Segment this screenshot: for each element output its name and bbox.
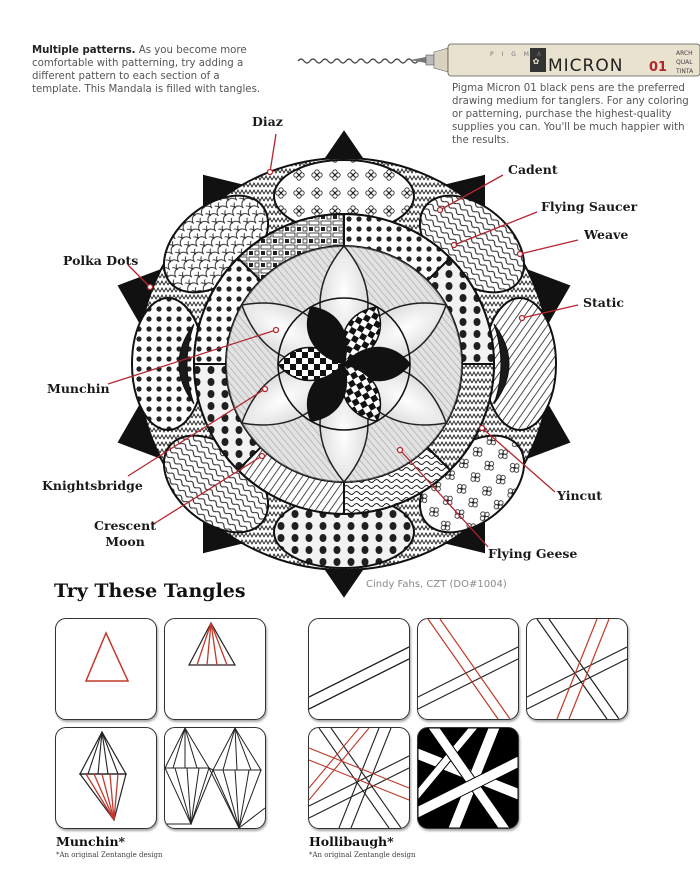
label-cadent: Cadent (508, 162, 558, 177)
label-munchin: Munchin (47, 381, 110, 396)
munchin-step-4-sketch (165, 728, 265, 828)
label-diaz: Diaz (252, 114, 283, 129)
munchin-step-2-sketch (165, 619, 265, 719)
section-title: Try These Tangles (54, 580, 246, 602)
hollibaugh-step-2-sketch (418, 619, 518, 719)
hollibaugh-step-5-tile (417, 727, 519, 829)
munchin-step-2-tile (164, 618, 266, 720)
hollibaugh-step-1-tile (308, 618, 410, 720)
pen-logo-icon: ✿ (532, 57, 540, 66)
munchin-step-1-sketch (56, 619, 156, 719)
hollibaugh-step-3-sketch (527, 619, 627, 719)
munchin-step-4-tile (164, 727, 266, 829)
tangle-name-munchin: Munchin* (56, 834, 126, 849)
tangle-name-hollibaugh: Hollibaugh* (309, 834, 394, 849)
label-weave: Weave (584, 227, 629, 242)
pen-brand-small: P I G M A (490, 51, 544, 58)
pen-size: 01 (649, 60, 668, 75)
hollibaugh-step-2-tile (417, 618, 519, 720)
tangle-note-munchin: *An original Zentangle design (56, 851, 163, 859)
hollibaugh-step-4-tile (308, 727, 410, 829)
intro-heading: Multiple patterns. (32, 45, 136, 56)
artist-credit: Cindy Fahs, CZT (DO#1004) (366, 579, 507, 590)
label-yincut: Yincut (557, 488, 603, 503)
pen-note: Pigma Micron 01 black pens are the preferred drawing medium for tanglers. For any coloring or patterning, purchase the highest-quality supplies you can. You'll be much happier with the results. (452, 83, 689, 146)
intro-body: As you become more comfortable with patterning, try adding a different pattern to each section of a template. This Mandala is filled with tangles. (32, 45, 261, 95)
munchin-step-3-sketch (56, 728, 156, 828)
pen-side-text-1: ARCH (676, 50, 693, 57)
label-crescent-moon-line-2: Moon (105, 534, 145, 549)
munchin-step-1-tile (55, 618, 157, 720)
label-flying-saucer: Flying Saucer (541, 199, 638, 214)
label-static: Static (583, 295, 625, 310)
pen-side-text-2: QUAL (676, 59, 693, 66)
hollibaugh-step-3-tile (526, 618, 628, 720)
tangle-note-hollibaugh: *An original Zentangle design (309, 851, 416, 859)
pen-side-text-3: TINTA (676, 68, 694, 75)
label-crescent-moon (92, 518, 158, 550)
label-flying-geese: Flying Geese (488, 546, 578, 561)
label-knightsbridge: Knightsbridge (42, 478, 143, 493)
label-polka-dots: Polka Dots (63, 253, 139, 268)
pen-squiggle (298, 59, 430, 63)
mandala (119, 132, 569, 596)
hollibaugh-step-1-sketch (309, 619, 409, 719)
hollibaugh-step-4-sketch (309, 728, 409, 828)
label-crescent-moon-line-1: Crescent (94, 518, 156, 533)
hollibaugh-step-5-sketch (418, 728, 518, 828)
pen-brand: MICRON (548, 56, 624, 76)
munchin-step-3-tile (55, 727, 157, 829)
